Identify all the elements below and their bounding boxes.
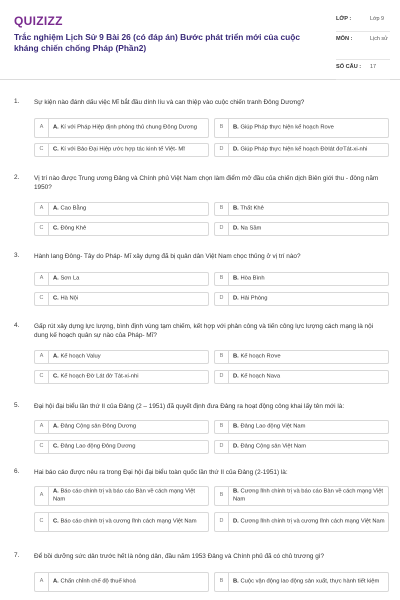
option-a[interactable] [34,350,209,364]
option-text: Đảng Lao động Việt Nam [240,423,306,430]
option-letter: B [219,275,224,281]
question-text: Để bồi dưỡng sức dân trước hết là nông dân, đầu năm 1953 Đảng và Chính phủ đã có chủ trương gì? [34,553,325,560]
option-text: Kế hoạch Nava [240,373,281,380]
option-letter: A [39,124,44,130]
option-key: C. [53,518,59,525]
option-text: Báo cáo chính trị và báo cáo Bàn về cách mạng Việt Nam [53,488,196,502]
option-key: B. [233,488,239,495]
option-letter: C [39,373,44,379]
option-letter: D [219,373,224,379]
meta-value: 17 [370,64,376,70]
worksheet-header [0,0,400,80]
option-text: Sơn La [60,275,80,282]
option-key: A. [53,423,59,430]
option-b[interactable] [214,118,389,138]
option-text: Kế hoạch Valuy [60,353,101,360]
option-letter: B [219,423,224,429]
question-number: 2. [14,174,20,181]
option-key: C. [53,373,59,380]
option-c[interactable] [34,292,209,306]
question-text: Vị trí nào được Trung ương Đảng và Chính phủ Việt Nam chọn làm điểm mở đầu của chiến dịch Biên giới thu - đông năm 1950? [34,175,379,191]
option-key: C. [53,443,59,450]
option-key: D. [233,518,239,525]
option-text: Kế hoạch Đờ Lát đờ Tát-xi-nhi [60,373,139,380]
option-text: Đảng Lao động Đông Dương [60,443,136,450]
option-c[interactable] [34,143,209,157]
question-number: 5. [14,402,20,409]
option-letter: B [219,124,224,130]
question-number: 6. [14,468,20,475]
option-letter: A [39,205,44,211]
option-letter: A [39,423,44,429]
meta-row-class [336,12,390,32]
option-letter: A [39,353,44,359]
option-text: Kế hoạch Rơve [240,353,281,360]
option-text: Hòa Bình [240,275,265,282]
option-letter: D [219,295,224,301]
option-key: A. [53,124,59,131]
option-letter: D [219,518,224,524]
meta-value: Lịch sử [370,36,388,42]
option-letter: C [39,295,44,301]
question-text: Sự kiện nào đánh dấu việc Mĩ bắt đầu dính líu và can thiệp vào cuộc chiến tranh Đông Dương? [34,99,305,106]
option-c[interactable] [34,370,209,384]
option-key: A. [53,578,59,585]
option-a[interactable] [34,486,209,506]
option-key: C. [53,225,59,232]
option-text: Chấn chỉnh chế độ thuế khoá [60,578,136,585]
option-letter: D [219,146,224,152]
option-key: D. [233,295,239,302]
option-key: B. [233,124,239,131]
option-d[interactable] [214,512,389,532]
option-letter: B [219,492,224,498]
question-number: 3. [14,252,20,259]
quizizz-logo: QUIZIZZ [14,14,63,28]
option-key: B. [233,275,239,282]
worksheet-meta [336,12,390,80]
question-number: 1. [14,98,20,105]
option-letter: A [39,275,44,281]
option-text: Giúp Pháp thực hiện kế hoạch Rove [240,124,334,131]
option-b[interactable] [214,572,389,592]
option-key: B. [233,578,239,585]
option-d[interactable] [214,143,389,157]
option-a[interactable] [34,272,209,286]
option-text: Cương lĩnh chính trị và báo cáo Bàn về cách mạng Việt Nam [233,488,384,502]
option-key: A. [53,488,59,495]
option-key: A. [53,205,59,212]
option-letter: B [219,205,224,211]
option-d[interactable] [214,222,389,236]
option-letter: C [39,146,44,152]
option-key: C. [53,295,59,302]
meta-value: Lớp 9 [370,16,385,22]
question-text: Hành lang Đông- Tây do Pháp- Mĩ xây dựng đã bị quân dân Việt Nam chọc thủng ở vị trí nào? [34,253,301,260]
question-text: Hai báo cáo được nêu ra trong Đại hội đại biểu toàn quốc lần thứ II của Đảng (2-1951) là: [34,469,288,476]
option-letter: A [39,492,44,498]
option-c[interactable] [34,222,209,236]
option-b[interactable] [214,350,389,364]
option-b[interactable] [214,202,389,216]
option-text: Báo cáo chính trị và cương lĩnh cách mạng Việt Nam [60,518,197,525]
option-text: Đảng Cộng sản Đông Dương [60,423,137,430]
option-c[interactable] [34,512,209,532]
option-b[interactable] [214,420,389,434]
option-b[interactable] [214,272,389,286]
option-letter: C [39,518,44,524]
option-b[interactable] [214,486,389,506]
option-text: Na Sầm [240,225,262,232]
option-text: Thất Khê [240,205,264,212]
option-text: Giúp Pháp thực hiện kế hoạch Đờlát đơTát-xi-nhi [240,146,368,153]
meta-row-subject [336,32,390,60]
option-letter: D [219,225,224,231]
option-text: Kí với Bảo Đại Hiệp ước hợp tác kinh tế Việt- Mĩ [60,146,185,153]
worksheet-title: Trắc nghiệm Lịch Sử 9 Bài 26 (có đáp án) Bước phát triển mới của cuộc kháng chiến chống Pháp (Phần2) [14,32,301,53]
option-text: Đông Khê [60,225,87,232]
question-number: 7. [14,552,20,559]
question-text: Gấp rút xây dựng lực lượng, bình định vùng tạm chiếm, kết hợp với phản công và tiến công lực lượng cách mạng là nội dung kế hoạch quân sự nào của Pháp- Mĩ? [34,323,374,339]
option-key: B. [233,205,239,212]
option-key: C. [53,146,59,153]
option-text: Hà Nội [60,295,79,302]
option-letter: B [219,353,224,359]
option-a[interactable] [34,202,209,216]
option-d[interactable] [214,370,389,384]
option-d[interactable] [214,440,389,454]
option-c[interactable] [34,440,209,454]
option-key: B. [233,353,239,360]
meta-label: SỐ CÂU : [336,64,362,70]
question-number: 4. [14,322,20,329]
option-text: Hải Phòng [240,295,268,302]
option-a[interactable] [34,572,209,592]
option-letter: C [39,443,44,449]
option-text: Cương lĩnh chính trị và cương lĩnh cách mạng Việt Nam [240,518,385,525]
option-text: Cao Bằng [60,205,87,212]
option-key: D. [233,373,239,380]
meta-label: MÔN : [336,36,353,42]
meta-row-count [336,60,390,80]
option-key: A. [53,353,59,360]
option-key: D. [233,225,239,232]
option-letter: D [219,443,224,449]
option-d[interactable] [214,292,389,306]
meta-label: LỚP : [336,16,352,22]
option-a[interactable] [34,420,209,434]
option-key: A. [53,275,59,282]
option-text: Cuộc vận động lao động sản xuất, thực hành tiết kiệm [240,578,380,585]
option-text: Kí với Pháp Hiệp định phòng thủ chung Đông Dương [60,124,197,131]
option-text: Đảng Cộng sản Việt Nam [240,443,307,450]
option-letter: A [39,578,44,584]
option-letter: B [219,578,224,584]
option-a[interactable] [34,118,209,138]
option-key: D. [233,443,239,450]
option-letter: C [39,225,44,231]
question-text: Đại hội đại biểu lần thứ II của Đảng (2 – 1951) đã quyết định đưa Đảng ra hoạt động công khai lấy tên mới là: [34,403,345,410]
option-key: B. [233,423,239,430]
option-key: D. [233,146,239,153]
